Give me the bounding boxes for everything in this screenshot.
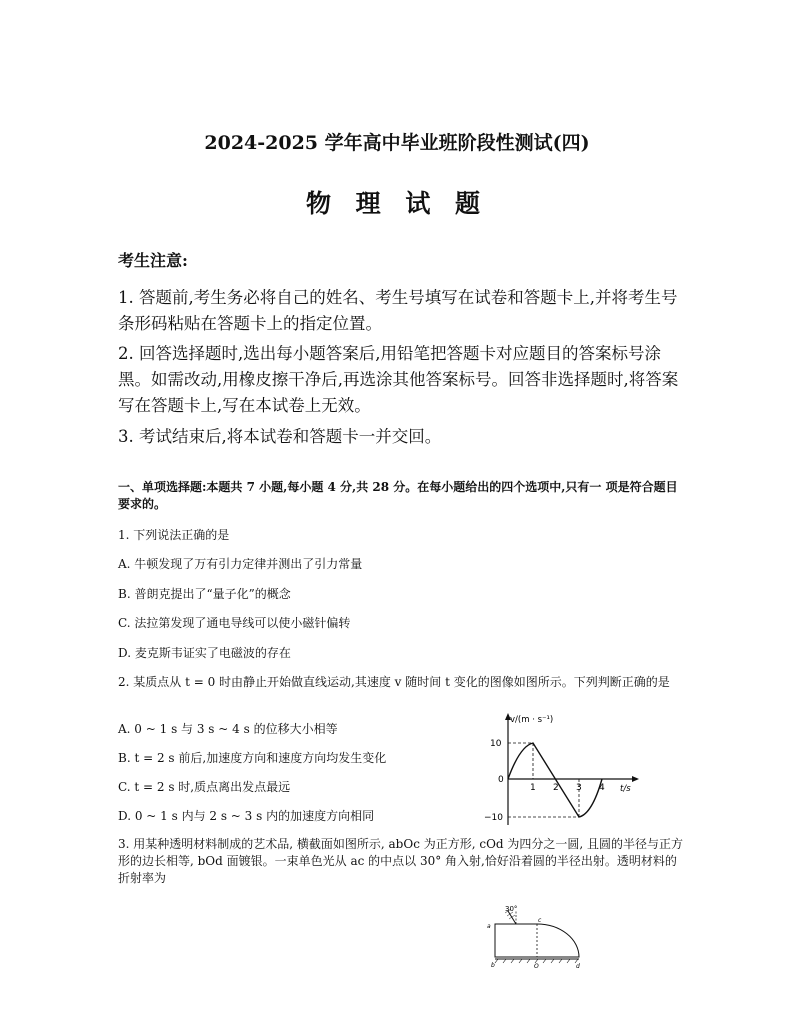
subject-title: 物 理 试 题: [305, 189, 489, 218]
y-axis-label: v/(m · s⁻¹): [510, 715, 554, 725]
x-tick-2: 2: [553, 783, 559, 793]
q1-option-b: B. 普朗克提出了“量子化”的概念: [118, 587, 291, 601]
notice-item-2: 2. 回答选择题时,选出每小题答案后,用铅笔把答题卡对应题目的答案标号涂黑。如需改动,用橡皮擦干净后,再选涂其他答案标号。回答非选择题时,将答案写在答题卡上,写在本试卷上无效。: [118, 344, 679, 415]
q1-stem: 1. 下列说法正确的是: [118, 528, 230, 542]
point-b: b: [491, 962, 495, 969]
notice-item-3: 3. 考试结束后,将本试卷和答题卡一并交回。: [118, 427, 442, 446]
q3-cross-section-figure: [484, 902, 588, 970]
q2-option-a: A. 0 ~ 1 s 与 3 s ~ 4 s 的位移大小相等: [118, 722, 338, 736]
q1-option-d: D. 麦克斯韦证实了电磁波的存在: [118, 646, 291, 660]
notice-heading: 考生注意:: [118, 251, 188, 270]
x-tick-1: 1: [530, 783, 536, 793]
q3-stem: 3. 用某种透明材料制成的艺术品, 横截面如图所示, abOc 为正方形, cOd 为四分之一圆, 且圆的半径与正方形的边长相等, bOd 面镀银。一束单色光从 ac 的中点以 30° 角入射,恰好沿着圆的半径出射。透明材料的折射率为: [118, 837, 684, 885]
velocity-curve: [508, 743, 602, 817]
notice-item-1: 1. 答题前,考生务必将自己的姓名、考生号填写在试卷和答题卡上,并将考生号条形码粘贴在答题卡上的指定位置。: [118, 288, 678, 333]
exam-title: 2024-2025 学年高中毕业班阶段性测试(四): [204, 132, 590, 154]
point-d: d: [576, 963, 580, 970]
q2-velocity-time-graph: [478, 710, 648, 835]
q2-stem: 2. 某质点从 t = 0 时由静止开始做直线运动,其速度 v 随时间 t 变化的图像如图所示。下列判断正确的是: [118, 675, 670, 689]
q1-option-a: A. 牛顿发现了万有引力定律并测出了引力常量: [118, 557, 363, 571]
point-a: a: [487, 923, 491, 930]
q1-option-c: C. 法拉第发现了通电导线可以使小磁针偏转: [118, 616, 351, 630]
x-tick-4: 4: [599, 783, 605, 793]
section-heading: 一、单项选择题:本题共 7 小题,每小题 4 分,共 28 分。在每小题给出的四个选项中,只有一 项是符合题目要求的。: [118, 480, 678, 511]
q2-option-d: D. 0 ~ 1 s 内与 2 s ~ 3 s 内的加速度方向相同: [118, 809, 375, 823]
x-axis-label: t/s: [620, 784, 631, 794]
point-c: c: [538, 917, 542, 924]
q2-option-b: B. t = 2 s 前后,加速度方向和速度方向均发生变化: [118, 751, 387, 765]
y-tick-neg10: −10: [484, 813, 503, 823]
point-o: O: [534, 963, 539, 970]
y-tick-0: 0: [498, 775, 504, 785]
x-tick-3: 3: [576, 783, 582, 793]
y-tick-10: 10: [490, 739, 502, 749]
x-axis-arrow: [632, 776, 639, 782]
q2-option-c: C. t = 2 s 时,质点离出发点最远: [118, 780, 291, 794]
angle-label: 30°: [505, 905, 518, 913]
